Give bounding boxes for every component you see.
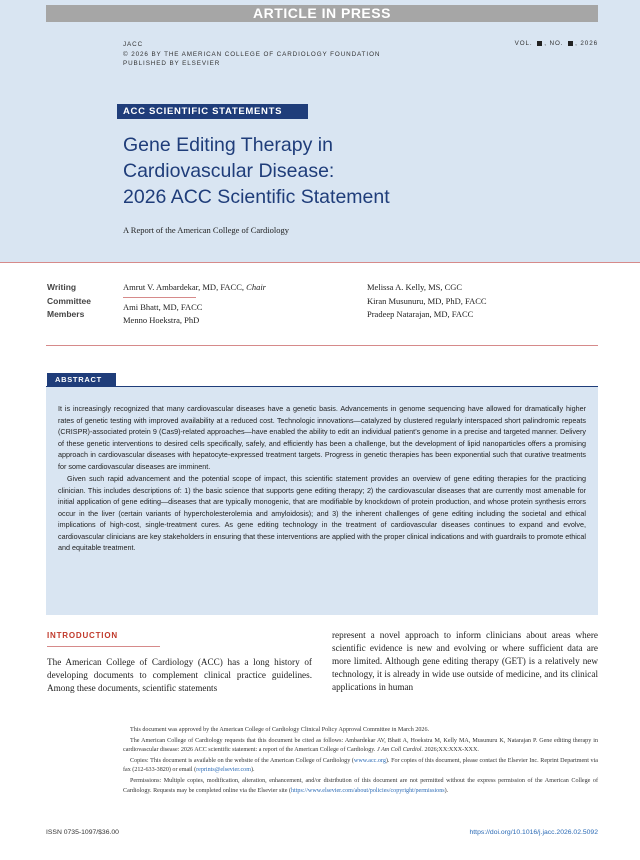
article-in-press-banner: ARTICLE IN PRESS (46, 5, 598, 22)
chair-divider (123, 297, 196, 298)
number-placeholder-icon (568, 41, 573, 46)
volume-placeholder-icon (537, 41, 542, 46)
title-line-3: 2026 ACC Scientific Statement (123, 186, 390, 208)
doi-link[interactable]: https://doi.org/10.1016/j.jacc.2026.02.5092 (469, 829, 598, 836)
year: 2026 (580, 40, 598, 47)
committee-divider (46, 345, 598, 346)
authors-column-1 (123, 281, 266, 327)
introduction-rule (47, 646, 160, 647)
title-line-1: Gene Editing Therapy in (123, 134, 333, 156)
author: Ami Bhatt, MD, FACC (123, 302, 203, 312)
volume-info: VOL. , NO. , 2026 (514, 40, 598, 47)
publisher-line: PUBLISHED BY ELSEVIER (123, 60, 221, 67)
permissions-note (123, 777, 598, 796)
copies-note (123, 757, 598, 776)
copies-text: ). For copies of this document, please contact the Elsevier Inc. Reprint Department via fax (212-633-3820) or email ( (123, 757, 598, 774)
section-tag: ACC SCIENTIFIC STATEMENTS (117, 104, 308, 119)
committee-label (47, 281, 91, 322)
issn: ISSN 0735-1097/$36.00 (46, 829, 119, 836)
chair-author (123, 281, 266, 294)
abstract-box (46, 386, 598, 615)
copies-text: Copies: This document is available on the website of the American College of Cardiology ( (130, 757, 354, 764)
abstract-paragraph-2: Given such rapid advancement and the potential scope of impact, this scientific statement provides an overview of gene editing therapies for the practicing clinician. This includes descriptions of: 1) the basic science that supports gene editing therapy; 2) the cardiovascular diseases that are currently most amenable for initial application of gene editing—diseases that are typically monogenic, that are modifiable by knockdown of protein production, and whose protein synthesis errors occur in the liver (certain variants of hypercholesterolemia and amyloidosis); and 3) the inherent challenges of gene editing including the societal and ethical implications of high-cost, single-treatment cures. As gene editing technology in the treatment of cardiovascular diseases continues to expand and evolve, cardiovascular clinicians are key stakeholders in ensuring that these interventions are applied with the proper clinical indications and with guardrails to promote ethical and equitable treatment. (58, 474, 586, 552)
committee-label-line: Committee (47, 295, 91, 306)
introduction-heading: INTRODUCTION (47, 631, 118, 640)
chair-name: Amrut V. Ambardekar, MD, FACC, (123, 282, 245, 292)
citation-volume: 2026;XX:XXX-XXX. (424, 747, 479, 754)
approval-note: This document was approved by the American College of Cardiology Clinical Policy Approval Committee in March 2026. (130, 727, 430, 733)
acc-website-link[interactable]: www.acc.org (353, 757, 386, 764)
citation-journal: J Am Coll Cardiol. (376, 747, 423, 754)
journal-meta (123, 40, 380, 69)
article-title (123, 132, 543, 210)
permissions-text: Permissions: Multiple copies, modification, alteration, enhancement, and/or distribution of this document are not permitted without the express permission of the American College of Cardiology. Requests may be completed online via the Elsevier site ( (123, 777, 598, 794)
author: Kiran Musunuru, MD, PhD, FACC (367, 295, 487, 306)
number-label: NO. (549, 40, 564, 47)
citation-text: The American College of Cardiology requests that this document be cited as follows: Ambardekar AV, Bhatt A, Hoekstra M, Kelly MA, Musunuru K, Natarajan P. Gene editing therapy in cardiovascular disease: 2026 ACC scientific statement: a report of the American College of Cardiology. (123, 737, 598, 754)
permissions-link[interactable]: https://www.elsevier.com/about/policies/copyright/permissions (291, 787, 445, 794)
copyright-line: © 2026 BY THE AMERICAN COLLEGE OF CARDIOLOGY FOUNDATION (123, 50, 381, 58)
reprints-email-link[interactable]: reprints@elsevier.com (196, 767, 251, 774)
author: Pradeep Natarajan, MD, FACC (367, 309, 474, 319)
authors-column-2 (367, 281, 487, 322)
header-divider (0, 262, 640, 263)
introduction-text-right: represent a novel approach to inform clinicians about areas where scientific evidence is new and evolving or where sufficient data are more limited. Although gene editing therapy (GET) is a relatively new technology, it is already in wide use outside of medicine, and its clinical applications in human (332, 630, 598, 692)
citation-note (123, 737, 598, 756)
title-line-2: Cardiovascular Disease: (123, 160, 335, 182)
author: Menno Hoekstra, PhD (123, 315, 200, 325)
abstract-label: ABSTRACT (47, 373, 116, 386)
committee-label-line: Writing (47, 282, 77, 292)
journal-name: JACC (123, 41, 144, 48)
committee-label-line: Members (47, 309, 85, 319)
article-subtitle: A Report of the American College of Cardiology (123, 225, 289, 235)
abstract-paragraph-1: It is increasingly recognized that many cardiovascular diseases have a genetic basis. Advancements in genome sequencing have allowed for dramatically higher rates of genetic testing with improved availability at a reduced cost. Technologic innovations—catalyzed by clustered regularly interspaced short palindromic repeats (CRISPR)-associated protein 9 (Cas9)-related approaches—have enabled the ability to edit an individual patient’s genome in a precise and targeted manner. Delivery of these genetic interventions to desired cells specifically, safely, and efficiently has been a challenge, but the development of lipid nanoparticles offers a promising approach in cardiovascular diseases with hepatocyte-expressed treatment targets. Progress in genetic therapies has been exponential such that curative treatments for some cardiovascular diseases are imminent. (58, 404, 586, 471)
volume-label: VOL. (514, 40, 533, 47)
author: Melissa A. Kelly, MS, CGC (367, 282, 463, 292)
introduction-text-left: The American College of Cardiology (ACC) has a long history of developing documents to complement clinical practice guidelines. Among these documents, scientific statements (47, 657, 312, 693)
chair-role: Chair (246, 282, 266, 292)
permissions-text: ). (444, 787, 449, 794)
footnotes (123, 726, 598, 797)
copies-text: ). (250, 767, 255, 774)
